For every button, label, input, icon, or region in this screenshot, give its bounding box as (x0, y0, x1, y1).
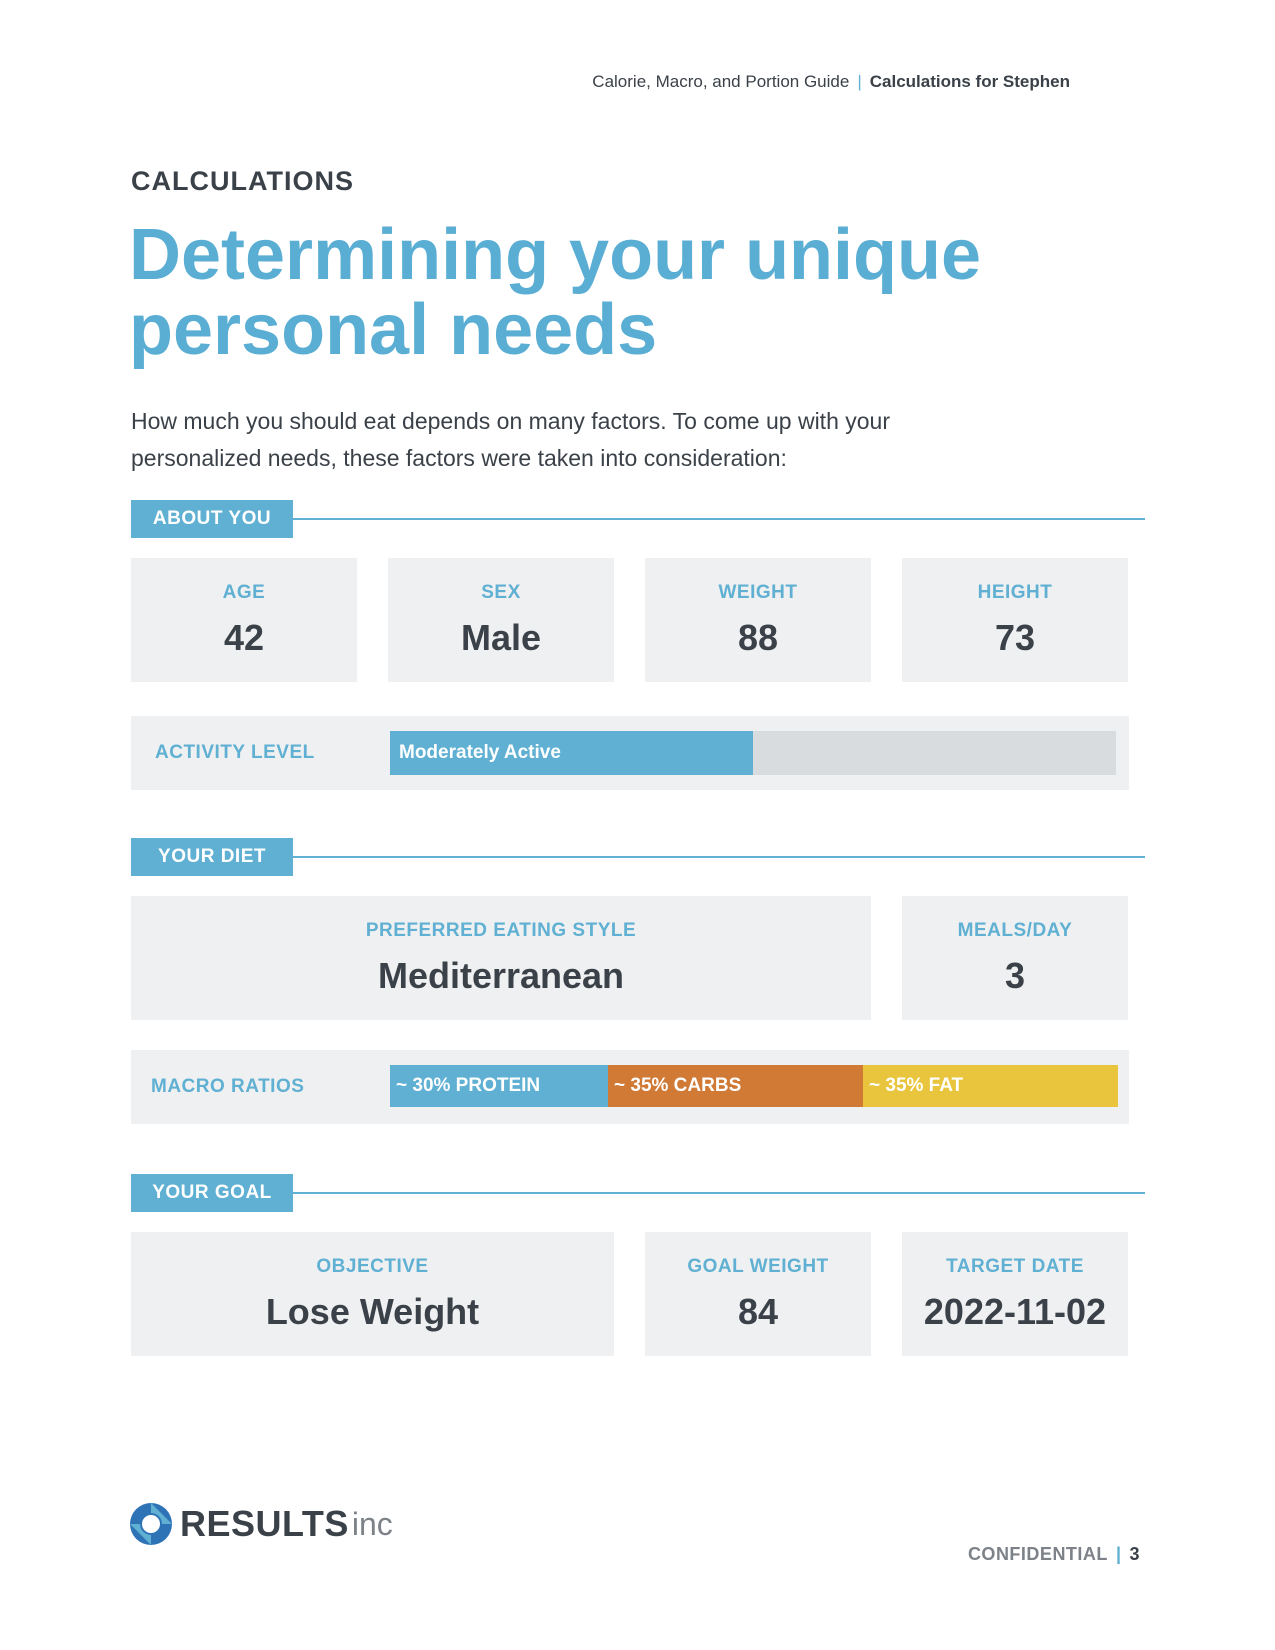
section-about-you (131, 500, 1145, 538)
goal-weight-card (645, 1232, 871, 1356)
height-label: HEIGHT (977, 582, 1053, 603)
section-heading-diet: YOUR DIET (131, 838, 293, 876)
results-inc-logo (128, 1500, 393, 1548)
objective-value: Lose Weight (265, 1291, 480, 1332)
eating-style-card (131, 896, 871, 1020)
section-title: Calculations for Stephen (869, 72, 1070, 91)
macro-protein-segment: ~ 30% PROTEIN (390, 1065, 608, 1107)
age-label: AGE (222, 582, 266, 603)
section-your-goal (131, 1174, 1145, 1212)
target-date-value: 2022-11-02 (923, 1291, 1107, 1332)
running-head (592, 72, 1070, 92)
logo-wordmark: RESULTS (180, 1503, 349, 1544)
footer-separator: | (1115, 1544, 1122, 1564)
footer-confidential (968, 1544, 1140, 1565)
activity-level-label: ACTIVITY LEVEL (155, 742, 315, 763)
meals-per-day-value: 3 (1004, 955, 1026, 996)
section-divider (293, 856, 1145, 858)
objective-label: OBJECTIVE (316, 1256, 429, 1277)
eyebrow-heading: CALCULATIONS (131, 166, 354, 196)
height-value: 73 (994, 617, 1036, 658)
section-heading-about: ABOUT YOU (131, 500, 293, 538)
goal-weight-label: GOAL WEIGHT (687, 1256, 829, 1277)
page-number: 3 (1129, 1544, 1140, 1564)
target-date-card (902, 1232, 1128, 1356)
sex-value: Male (460, 617, 542, 658)
sex-label: SEX (481, 582, 521, 603)
section-divider (293, 518, 1145, 520)
age-value: 42 (223, 617, 265, 658)
activity-level-row (131, 716, 1129, 790)
objective-card (131, 1232, 614, 1356)
section-heading-goal: YOUR GOAL (131, 1174, 293, 1212)
confidential-label: CONFIDENTIAL (967, 1544, 1108, 1564)
results-logo-icon (128, 1501, 174, 1547)
macro-ratios-label: MACRO RATIOS (151, 1076, 305, 1097)
activity-level-fill (390, 731, 753, 775)
macro-carbs-segment: ~ 35% CARBS (608, 1065, 863, 1107)
page-title: Determining your unique personal needs (129, 215, 982, 370)
macro-ratios-row (131, 1050, 1129, 1124)
height-card (902, 558, 1128, 682)
guide-title: Calorie, Macro, and Portion Guide (592, 72, 850, 91)
weight-card (645, 558, 871, 682)
meals-per-day-card (902, 896, 1128, 1020)
section-divider (293, 1192, 1145, 1194)
logo-suffix: inc (351, 1505, 393, 1542)
target-date-label: TARGET DATE (946, 1256, 1084, 1277)
intro-paragraph: How much you should eat depends on many factors. To come up with your personalized needs, these factors were taken into consideration: (131, 408, 890, 471)
weight-value: 88 (737, 617, 779, 658)
header-separator: | (857, 72, 862, 91)
weight-label: WEIGHT (718, 582, 798, 603)
macro-fat-segment: ~ 35% FAT (863, 1065, 1118, 1107)
activity-level-track (390, 731, 1116, 775)
age-card (131, 558, 357, 682)
section-your-diet (131, 838, 1145, 876)
eating-style-label: PREFERRED EATING STYLE (365, 920, 637, 941)
goal-weight-value: 84 (737, 1291, 779, 1332)
eating-style-value: Mediterranean (377, 955, 625, 996)
macro-ratios-bar (390, 1065, 1118, 1107)
meals-per-day-label: MEALS/DAY (957, 920, 1073, 941)
activity-level-value: Moderately Active (399, 742, 561, 763)
sex-card (388, 558, 614, 682)
